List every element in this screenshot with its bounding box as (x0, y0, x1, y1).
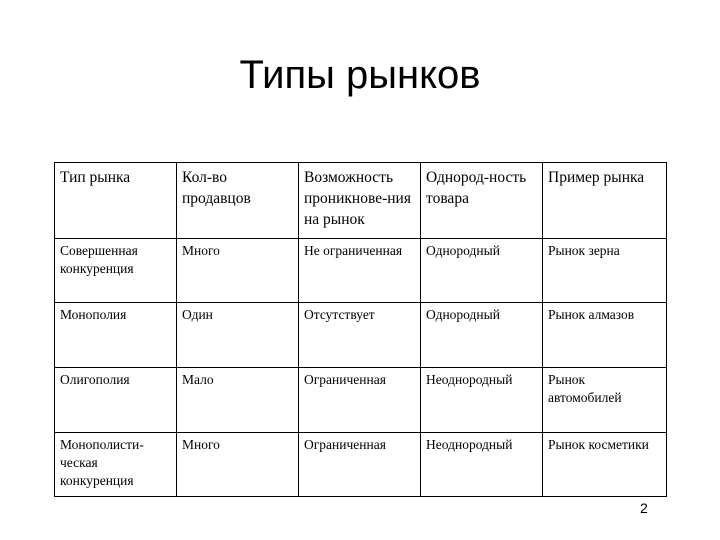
table-cell: Отсутствует (299, 303, 421, 368)
table-row (55, 303, 667, 368)
table-cell: Ограниченная (299, 368, 421, 433)
table-cell: Однородный (421, 239, 543, 303)
header-market-type: Тип рынка (55, 163, 177, 239)
table-cell: Совершенная конкуренция (55, 239, 177, 303)
table-cell: Не ограниченная (299, 239, 421, 303)
slide-title: Типы рынков (239, 53, 481, 97)
table-cell: Один (177, 303, 299, 368)
table-cell: Однородный (421, 303, 543, 368)
header-product-homogeneity: Однород-ность товара (421, 163, 543, 239)
header-market-example: Пример рынка (543, 163, 667, 239)
table-cell: Монополисти-ческая конкуренция (55, 433, 177, 497)
table-cell: Ограниченная (299, 433, 421, 497)
table-cell: Рынок зерна (543, 239, 667, 303)
table-row (55, 368, 667, 433)
table-cell: Неоднородный (421, 368, 543, 433)
table-cell: Много (177, 433, 299, 497)
page-number: 2 (640, 500, 648, 516)
table-header-row (55, 163, 667, 239)
table-row (55, 239, 667, 303)
table-cell: Много (177, 239, 299, 303)
header-seller-count: Кол-во продавцов (177, 163, 299, 239)
table-cell: Неоднородный (421, 433, 543, 497)
table-cell: Рынок алмазов (543, 303, 667, 368)
table-row (55, 433, 667, 497)
table-cell: Рынок автомобилей (543, 368, 667, 433)
table-cell: Мало (177, 368, 299, 433)
market-types-table (54, 162, 667, 497)
table-cell: Олигополия (55, 368, 177, 433)
header-market-entry: Возможность проникнове-ния на рынок (299, 163, 421, 239)
table-cell: Рынок косметики (543, 433, 667, 497)
table-cell: Монополия (55, 303, 177, 368)
